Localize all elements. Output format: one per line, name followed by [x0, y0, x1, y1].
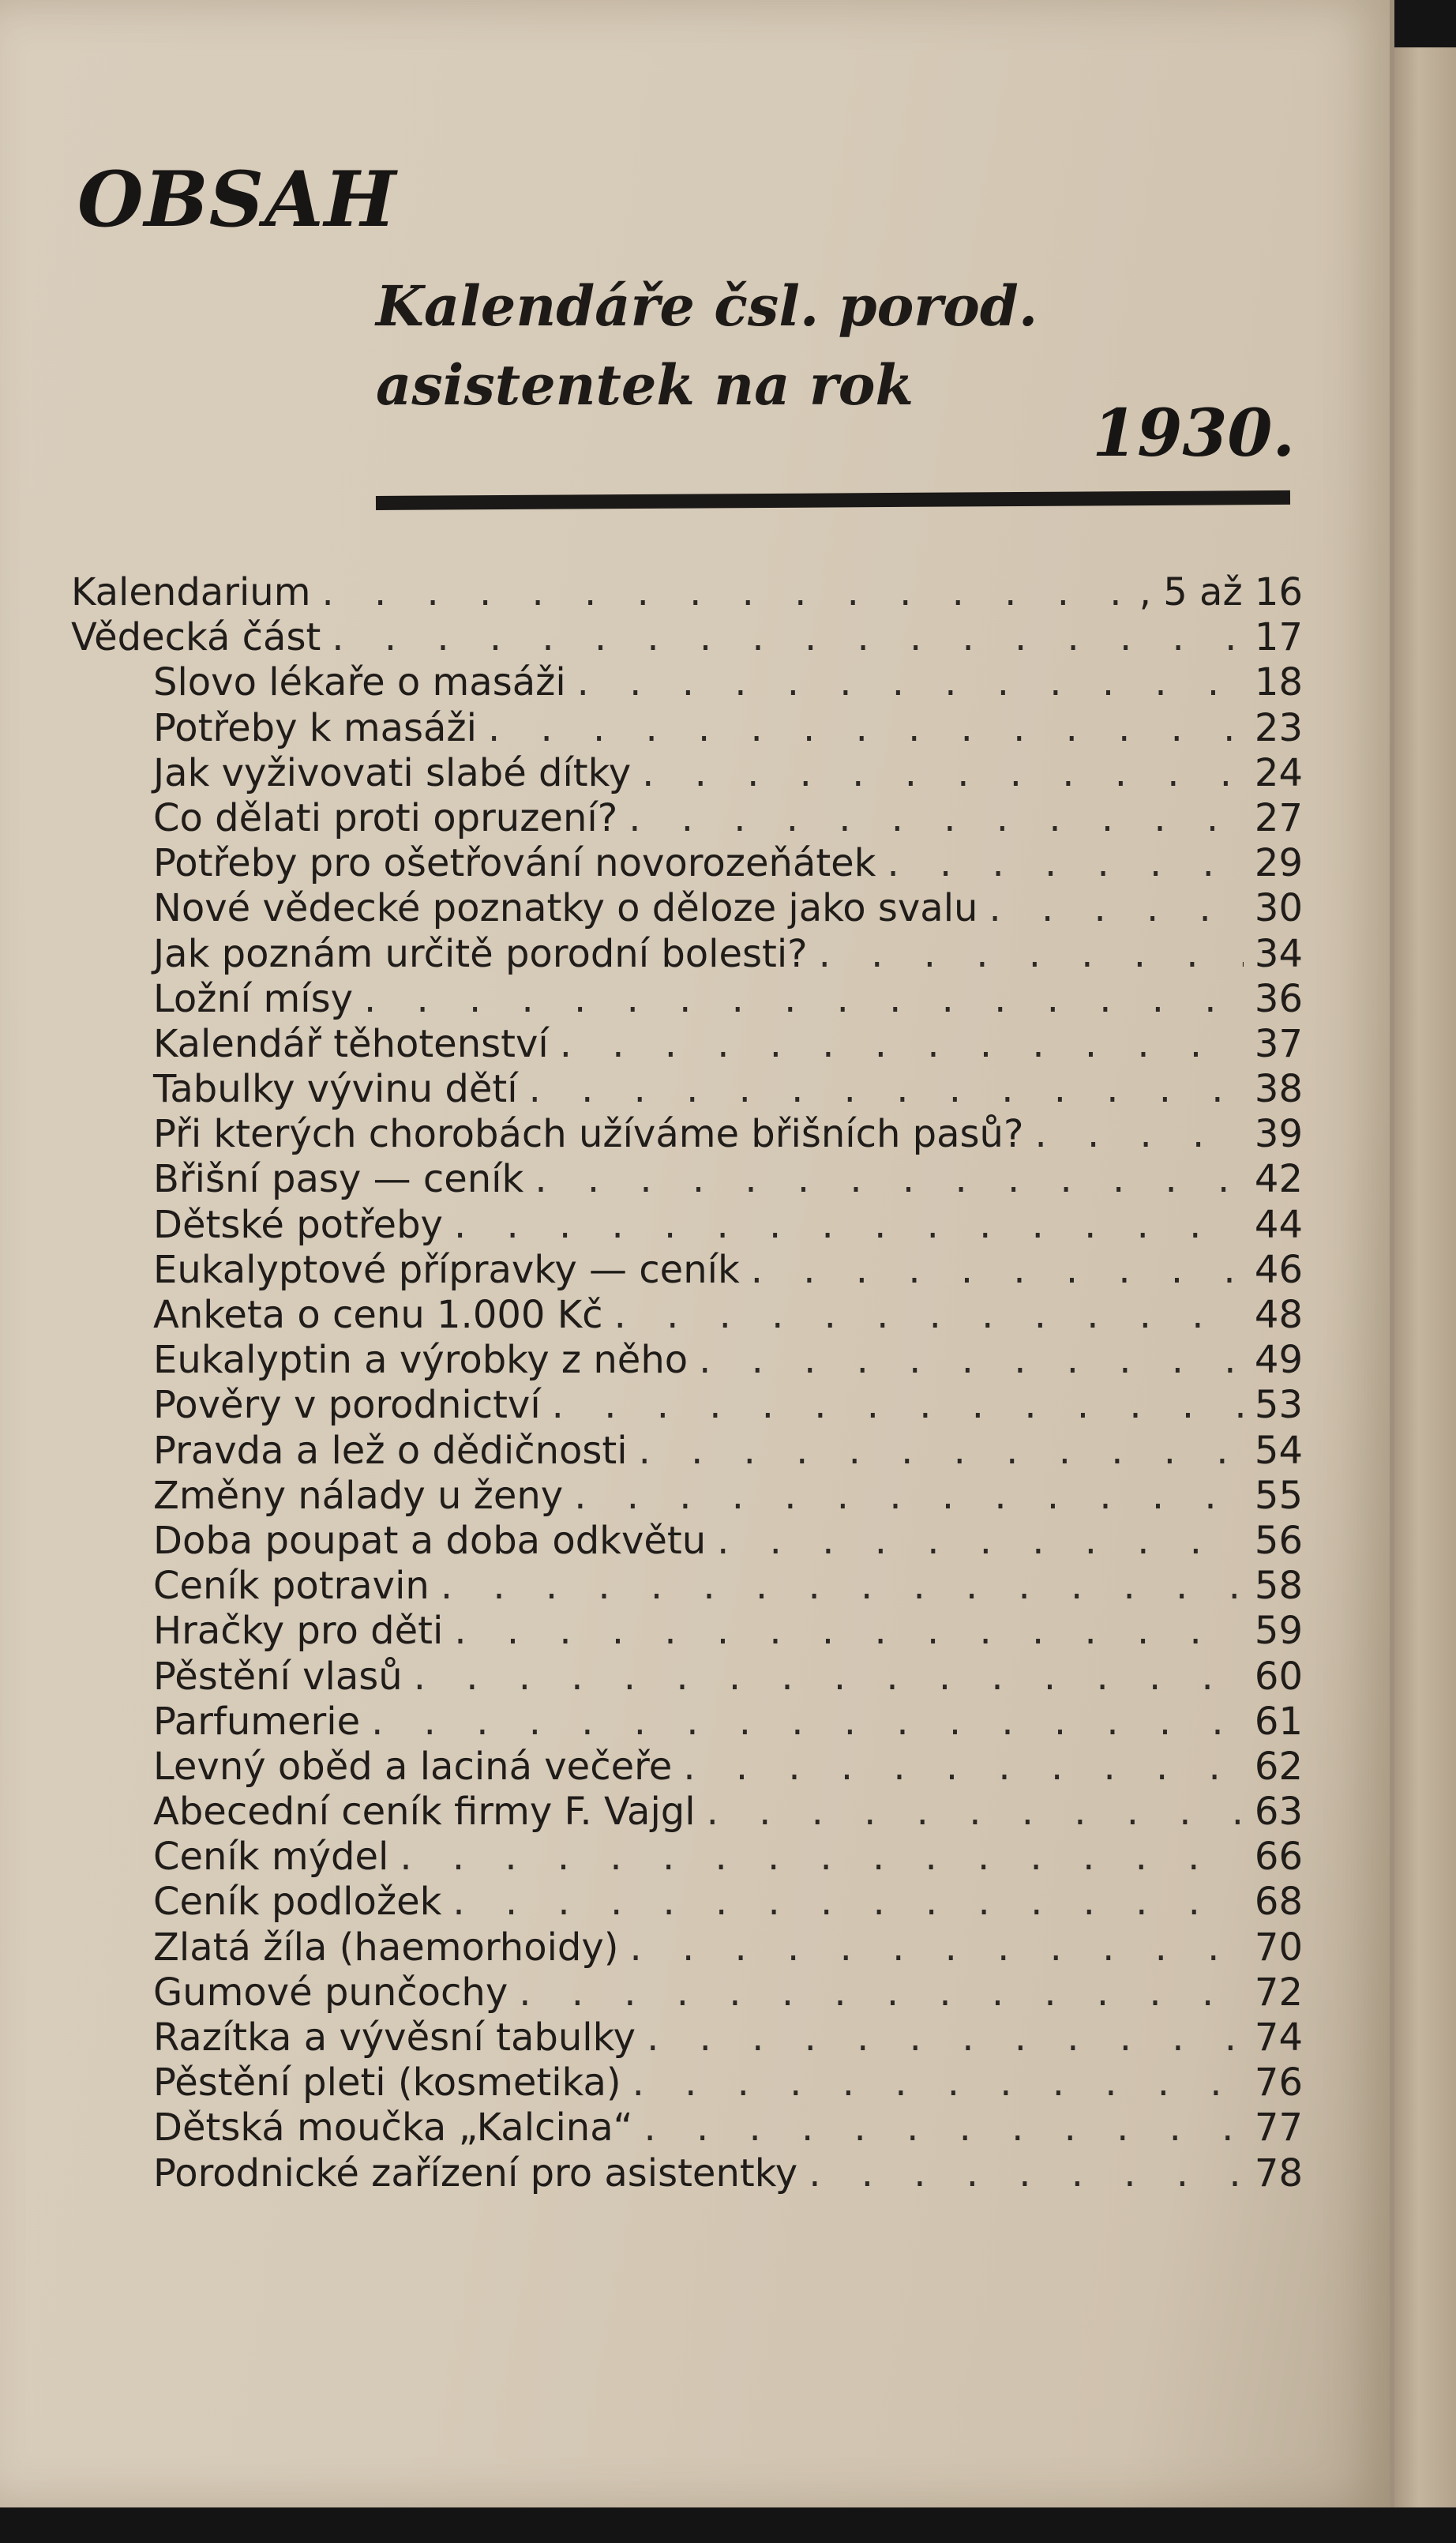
- toc-entry-label: Pěstění vlasů: [153, 1654, 403, 1699]
- toc-entry: [71, 1835, 1303, 1880]
- heading-rule: [376, 490, 1290, 510]
- dot-leader: [632, 2060, 1244, 2105]
- dot-leader: [989, 886, 1243, 930]
- dot-leader: [321, 570, 1128, 614]
- toc-entry-label: Ceník podložek: [153, 1880, 442, 1925]
- toc-entry-label: Porodnické zařízení pro asistentky: [153, 2150, 798, 2196]
- toc-entry: [71, 2060, 1303, 2105]
- toc-entry-label: Razítka a vývěsní tabulky: [153, 2015, 636, 2060]
- toc-entry: [71, 796, 1303, 841]
- toc-entry-page: 48: [1254, 1293, 1303, 1337]
- toc-entry: [71, 706, 1303, 751]
- toc-entry-page: 55: [1254, 1473, 1303, 1518]
- toc-entry: [71, 570, 1303, 615]
- toc-entry-label: Pravda a lež o dědičnosti: [153, 1428, 628, 1473]
- toc-entry-label: Slovo lékaře o masáži: [153, 660, 566, 705]
- toc-entry: [71, 1022, 1303, 1067]
- toc-entry: [71, 1338, 1303, 1383]
- toc-entry-page: 66: [1254, 1835, 1303, 1880]
- toc-entry: [71, 1474, 1303, 1519]
- toc-entry-label: Ceník potravin: [153, 1564, 430, 1609]
- toc-entry-page: , 5 až 16: [1139, 570, 1303, 614]
- toc-entry: [71, 1609, 1303, 1654]
- toc-entry: [71, 977, 1303, 1022]
- toc-entry: [71, 1067, 1303, 1112]
- toc-entry-page: 62: [1254, 1744, 1303, 1789]
- toc-entry: [71, 660, 1303, 705]
- toc-entry: [71, 1203, 1303, 1248]
- dot-leader: [519, 1970, 1244, 2015]
- toc-entry-page: 56: [1254, 1518, 1303, 1563]
- toc-entry-page: 44: [1254, 1202, 1303, 1247]
- toc-entry-label: Tabulky vývinu dětí: [153, 1067, 518, 1112]
- toc-entry-label: Hračky pro děti: [153, 1609, 444, 1654]
- dot-leader: [332, 615, 1244, 659]
- year-label: 1930.: [1092, 396, 1295, 471]
- toc-entry-page: 42: [1254, 1157, 1303, 1202]
- page-edge: [1394, 47, 1456, 2507]
- toc-entry-label: Při kterých chorobách užíváme břišních pasů?: [153, 1112, 1024, 1157]
- toc-entry-label: Dětská moučka „Kalcina“: [153, 2105, 633, 2150]
- toc-entry: [71, 1157, 1303, 1202]
- table-of-contents: [71, 570, 1303, 2196]
- toc-entry-label: Změny nálady u ženy: [153, 1473, 564, 1518]
- toc-entry-page: 37: [1254, 1021, 1303, 1066]
- toc-entry-page: 60: [1254, 1654, 1303, 1699]
- toc-entry-label: Parfumerie: [153, 1699, 361, 1744]
- toc-entry-label: Jak poznám určitě porodní bolesti?: [153, 931, 808, 976]
- dot-leader: [751, 1248, 1244, 1292]
- toc-entry-label: Kalendarium: [71, 570, 311, 614]
- toc-entry-label: Co dělati proti opruzení?: [153, 795, 618, 840]
- toc-entry: [71, 1564, 1303, 1609]
- toc-entry-label: Anketa o cenu 1.000 Kč: [153, 1293, 603, 1337]
- toc-entry: [71, 2105, 1303, 2150]
- toc-entry-page: 78: [1254, 2150, 1303, 2196]
- toc-entry: [71, 886, 1303, 931]
- dot-leader: [577, 660, 1244, 704]
- toc-entry-label: Abecední ceník firmy F. Vajgl: [153, 1790, 696, 1835]
- toc-entry-label: Ceník mýdel: [153, 1835, 389, 1880]
- toc-entry-page: 29: [1254, 841, 1303, 886]
- toc-entry-page: 72: [1254, 1970, 1303, 2015]
- toc-entry-page: 38: [1254, 1067, 1303, 1112]
- toc-entry-page: 68: [1254, 1880, 1303, 1925]
- page-subtitle: Kalendáře čsl. porod. asistentek na rok: [376, 273, 1038, 418]
- toc-entry-page: 34: [1254, 931, 1303, 976]
- dot-leader: [887, 841, 1243, 885]
- dot-leader: [809, 2151, 1244, 2196]
- toc-entry-label: Pověry v porodnictví: [153, 1383, 541, 1428]
- dot-leader: [642, 751, 1244, 795]
- toc-entry: [71, 1970, 1303, 2015]
- toc-entry-page: 46: [1254, 1247, 1303, 1292]
- dot-leader: [560, 1022, 1244, 1066]
- toc-entry-label: Vědecká část: [71, 615, 321, 660]
- dot-leader: [644, 2105, 1243, 2150]
- toc-entry-label: Kalendář těhotenství: [153, 1021, 549, 1066]
- toc-entry-label: Potřeby pro ošetřování novorozeňátek: [153, 841, 876, 886]
- toc-entry-page: 76: [1254, 2060, 1303, 2105]
- dot-leader: [400, 1835, 1244, 1879]
- toc-entry-label: Eukalyptin a výrobky z něho: [153, 1338, 689, 1383]
- dot-leader: [683, 1745, 1244, 1789]
- toc-entry-label: Ložní mísy: [153, 976, 353, 1021]
- toc-entry: [71, 751, 1303, 796]
- toc-entry-page: 58: [1254, 1564, 1303, 1609]
- dot-leader: [630, 1925, 1244, 1970]
- toc-entry: [71, 1519, 1303, 1564]
- toc-entry-page: 53: [1254, 1383, 1303, 1428]
- dot-leader: [364, 977, 1244, 1021]
- toc-entry: [71, 1655, 1303, 1700]
- dot-leader: [452, 1880, 1244, 1924]
- toc-entry-page: 77: [1254, 2105, 1303, 2150]
- toc-entry-label: Levný oběd a laciná večeře: [153, 1744, 673, 1789]
- dot-leader: [371, 1700, 1244, 1744]
- toc-entry-page: 36: [1254, 976, 1303, 1021]
- toc-entry-label: Eukalyptové přípravky — ceník: [153, 1247, 740, 1292]
- dot-leader: [535, 1157, 1244, 1201]
- toc-entry-label: Břišní pasy — ceník: [153, 1157, 524, 1202]
- toc-entry: [71, 1700, 1303, 1745]
- dot-leader: [717, 1519, 1244, 1563]
- toc-entry: [71, 1429, 1303, 1474]
- toc-entry-page: 63: [1254, 1790, 1303, 1835]
- toc-entry-page: 30: [1254, 886, 1303, 931]
- toc-entry: [71, 841, 1303, 886]
- toc-entry-page: 39: [1254, 1112, 1303, 1157]
- dot-leader: [647, 2015, 1244, 2060]
- toc-entry-page: 70: [1254, 1925, 1303, 1970]
- toc-entry: [71, 1383, 1303, 1428]
- toc-entry: [71, 2015, 1303, 2060]
- dot-leader: [552, 1383, 1244, 1427]
- toc-entry-label: Jak vyživovati slabé dítky: [153, 750, 632, 795]
- toc-entry-label: Potřeby k masáži: [153, 705, 477, 750]
- dot-leader: [414, 1655, 1244, 1699]
- toc-entry-label: Doba poupat a doba odkvětu: [153, 1518, 707, 1563]
- toc-entry-page: 54: [1254, 1428, 1303, 1473]
- toc-entry-page: 59: [1254, 1609, 1303, 1654]
- dot-leader: [454, 1609, 1244, 1653]
- toc-entry: [71, 1880, 1303, 1925]
- toc-entry-page: 74: [1254, 2015, 1303, 2060]
- toc-entry-page: 24: [1254, 750, 1303, 795]
- dot-leader: [614, 1293, 1244, 1337]
- toc-entry-label: Dětské potřeby: [153, 1202, 443, 1247]
- toc-entry-label: Zlatá žíla (haemorhoidy): [153, 1925, 619, 1970]
- dot-leader: [574, 1474, 1244, 1518]
- toc-entry: [71, 1112, 1303, 1157]
- toc-entry: [71, 1925, 1303, 1970]
- dot-leader: [699, 1338, 1244, 1382]
- dot-leader: [707, 1790, 1244, 1834]
- dot-leader: [629, 796, 1244, 840]
- toc-entry-label: Pěstění pleti (kosmetika): [153, 2060, 621, 2105]
- toc-entry-page: 49: [1254, 1338, 1303, 1383]
- toc-entry-label: Gumové punčochy: [153, 1970, 508, 2015]
- dot-leader: [819, 932, 1244, 976]
- toc-entry: [71, 1248, 1303, 1293]
- toc-entry: [71, 932, 1303, 977]
- dot-leader: [441, 1564, 1244, 1608]
- toc-entry: [71, 2151, 1303, 2196]
- toc-entry-page: 18: [1254, 660, 1303, 705]
- toc-entry-page: 61: [1254, 1699, 1303, 1744]
- page-title: OBSAH: [77, 155, 397, 244]
- toc-entry: [71, 1745, 1303, 1790]
- dot-leader: [488, 706, 1244, 750]
- toc-entry-page: 17: [1254, 615, 1303, 660]
- toc-entry: [71, 615, 1303, 660]
- dot-leader: [529, 1067, 1244, 1111]
- dot-leader: [1034, 1112, 1243, 1156]
- dot-leader: [639, 1429, 1244, 1473]
- toc-entry-page: 23: [1254, 705, 1303, 750]
- toc-entry: [71, 1293, 1303, 1338]
- toc-entry: [71, 1790, 1303, 1835]
- toc-entry-page: 27: [1254, 795, 1303, 840]
- dot-leader: [454, 1203, 1244, 1247]
- toc-entry-label: Nové vědecké poznatky o děloze jako svalu: [153, 886, 978, 931]
